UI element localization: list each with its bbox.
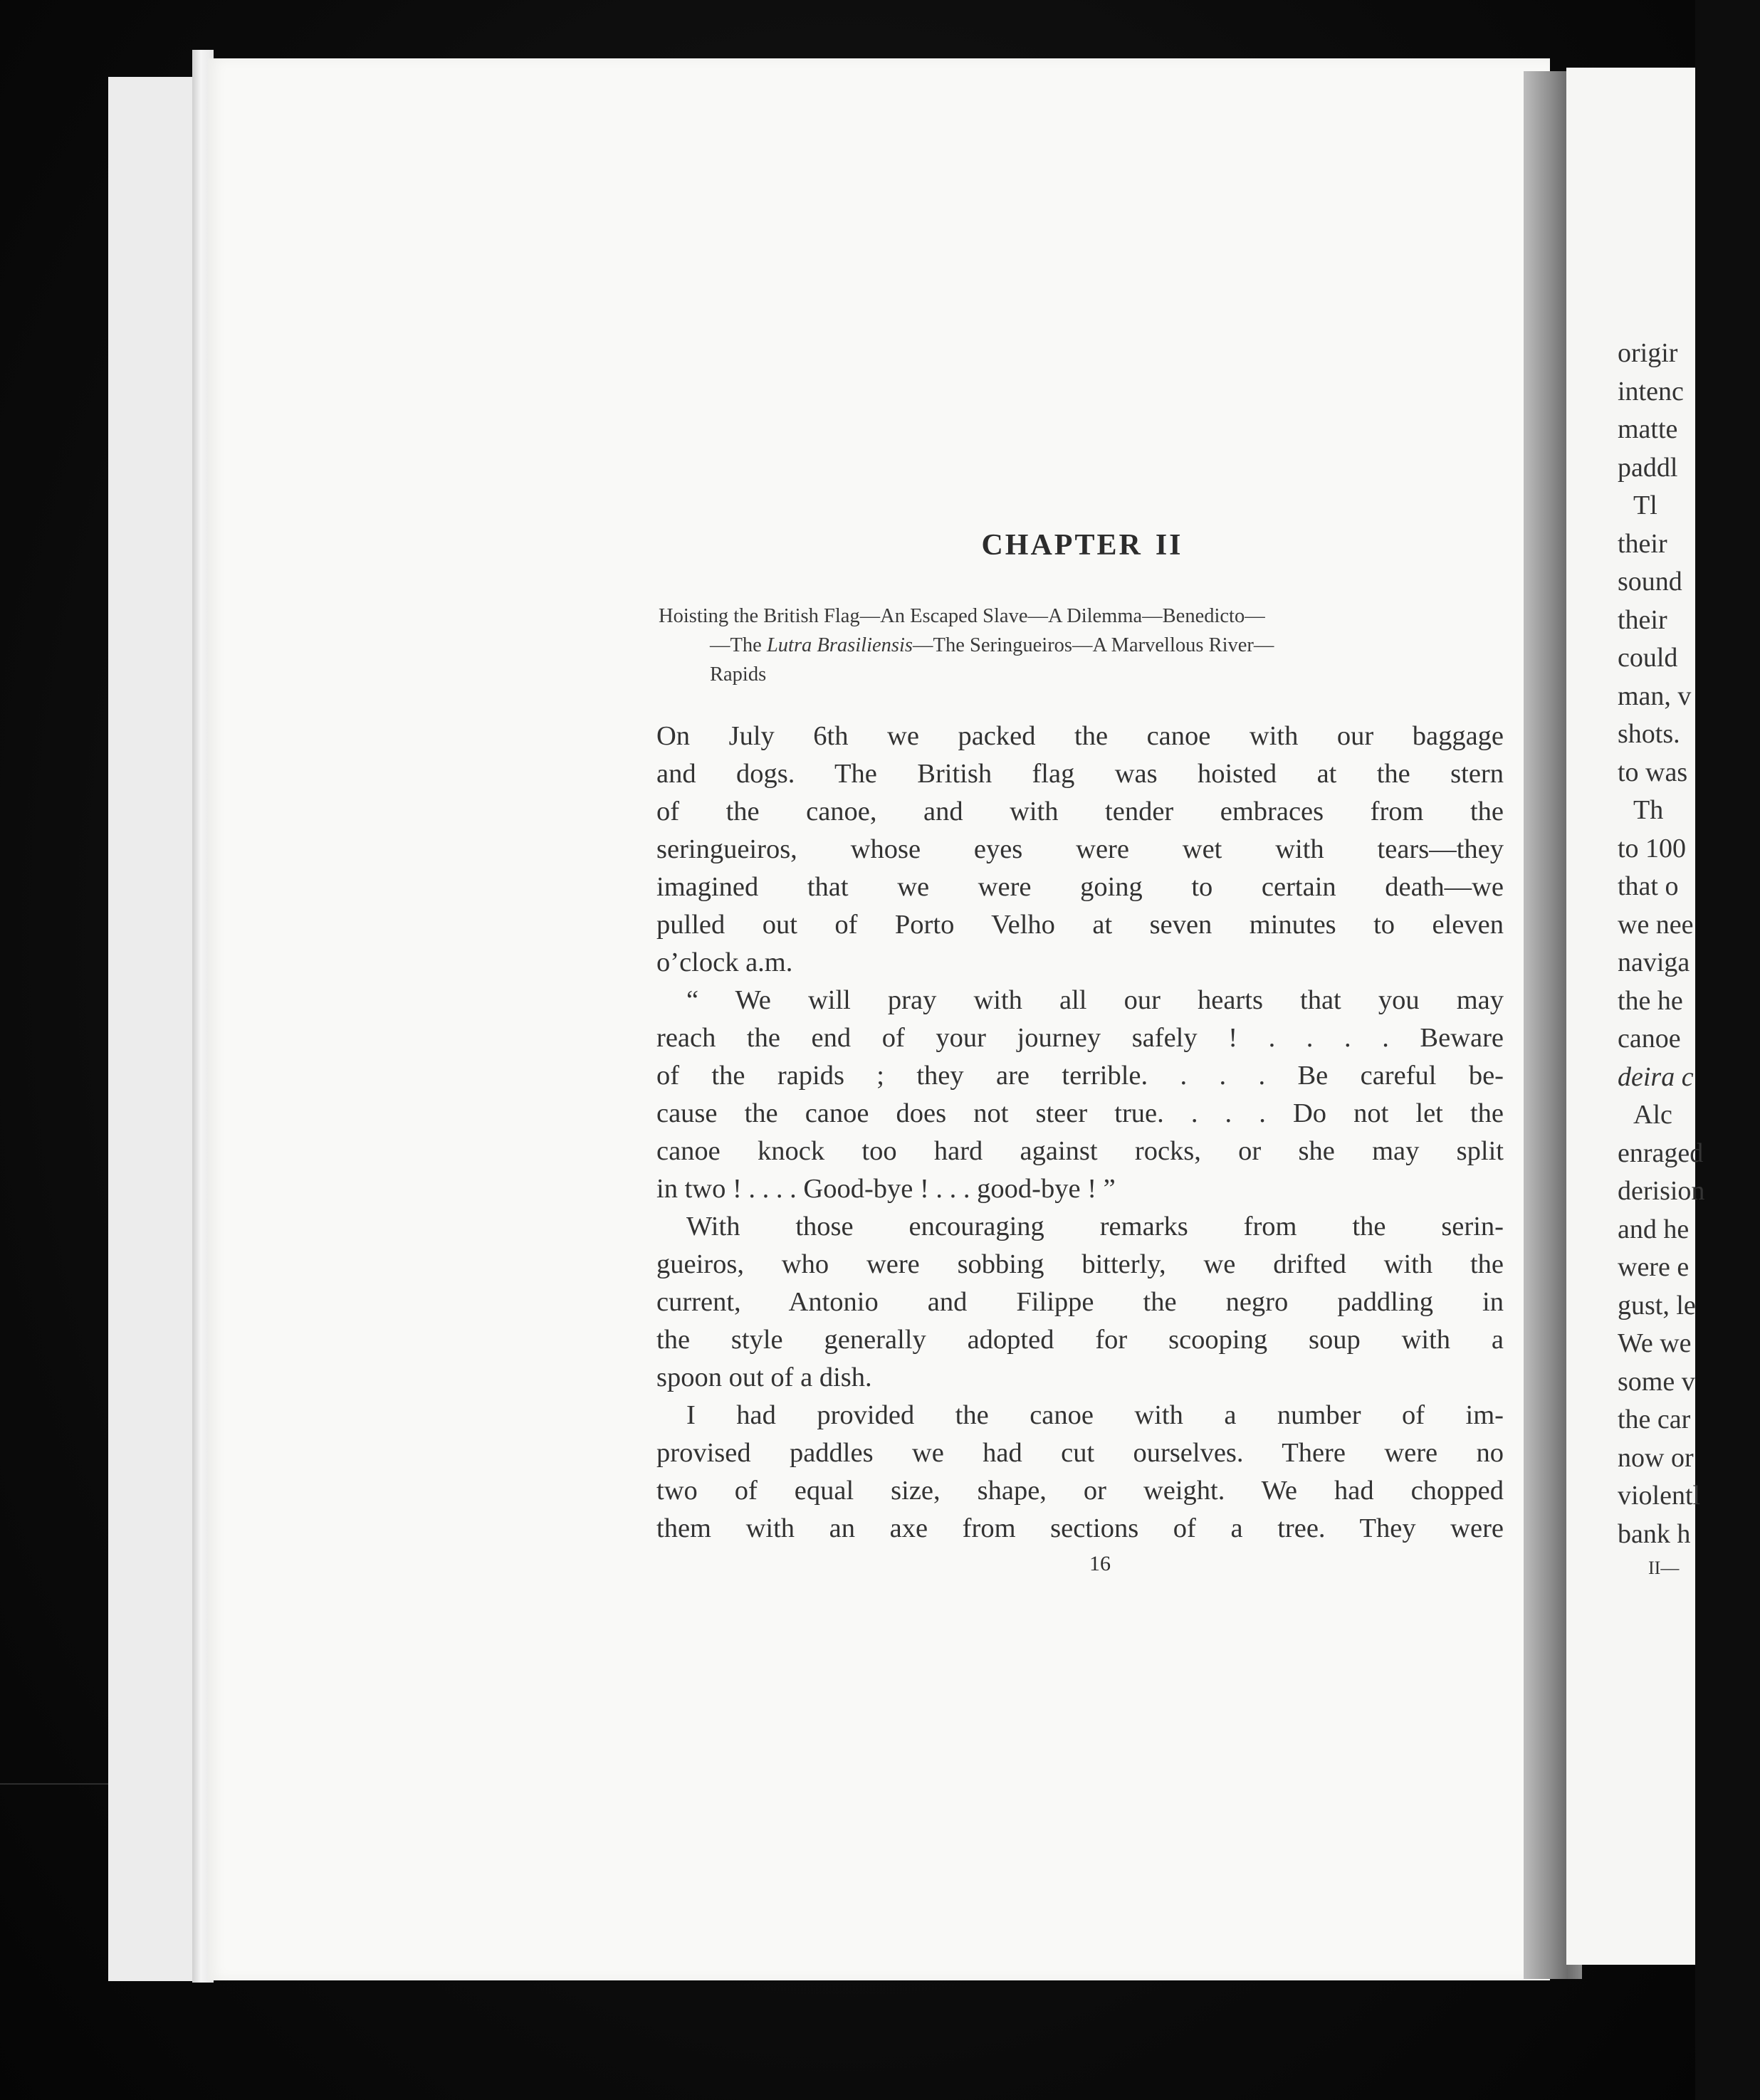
body-line: seringueiros, whose eyes were wet with tears—they xyxy=(656,834,1504,864)
facing-line: to was xyxy=(1618,757,1688,787)
body-line: reach the end of your journey safely ! . . . . Beware xyxy=(656,1023,1504,1053)
synopsis-line: Rapids xyxy=(710,663,767,686)
underlying-page-edge xyxy=(108,77,201,1981)
facing-line: their xyxy=(1618,528,1667,559)
chapter-body-text xyxy=(656,718,1504,1548)
chapter-number: II xyxy=(1155,529,1183,562)
facing-line: were e xyxy=(1618,1252,1690,1282)
body-line: of the rapids ; they are terrible. . . . Be careful be- xyxy=(656,1061,1504,1091)
body-line: imagined that we were going to certain death—we xyxy=(656,872,1504,902)
body-line: and dogs. The British flag was hoisted at the stern xyxy=(656,759,1504,789)
facing-line: man, v xyxy=(1618,681,1692,711)
body-line: the style generally adopted for scooping soup with a xyxy=(656,1325,1504,1355)
facing-line: now or xyxy=(1618,1442,1694,1473)
body-line: canoe knock too hard against rocks, or she may split xyxy=(656,1136,1504,1166)
body-line: On July 6th we packed the canoe with our baggage xyxy=(656,721,1504,751)
body-line: “ We will pray with all our hearts that you may xyxy=(686,985,1504,1015)
facing-line: canoe xyxy=(1618,1024,1681,1054)
facing-line: we nee xyxy=(1618,909,1694,940)
facing-line: matte xyxy=(1618,414,1678,444)
chapter-label: CHAPTER xyxy=(981,529,1143,562)
body-line: in two ! . . . . Good-bye ! . . . good-bye ! ” xyxy=(656,1174,1116,1204)
facing-line: naviga xyxy=(1618,947,1690,977)
body-line: them with an axe from sections of a tree. They were xyxy=(656,1513,1504,1543)
facing-line: the car xyxy=(1618,1405,1691,1434)
facing-line: Th xyxy=(1633,795,1664,825)
body-line: spoon out of a dish. xyxy=(656,1363,872,1392)
facing-line: deira c xyxy=(1618,1061,1694,1092)
chapter-heading xyxy=(655,528,1509,562)
body-line: pulled out of Porto Velho at seven minutes to eleven xyxy=(656,910,1504,940)
body-line: two of equal size, shape, or weight. We had chopped xyxy=(656,1476,1504,1506)
body-line: cause the canoe does not steer true. . . . Do not let the xyxy=(656,1098,1504,1128)
facing-line: shots. xyxy=(1618,719,1680,749)
body-line: gueiros, who were sobbing bitterly, we drifted with the xyxy=(656,1249,1504,1279)
body-line: o’clock a.m. xyxy=(656,947,793,977)
facing-line: that o xyxy=(1618,871,1679,901)
facing-page-footer: II— xyxy=(1648,1558,1680,1578)
facing-line: gust, le xyxy=(1618,1290,1696,1321)
facing-line: to 100 xyxy=(1618,833,1687,863)
body-line: I had provided the canoe with a number of im- xyxy=(686,1400,1504,1430)
facing-line: We we xyxy=(1618,1328,1692,1358)
facing-line: could xyxy=(1618,643,1678,673)
species-name: Lutra Brasiliensis xyxy=(766,634,913,656)
facing-line: and he xyxy=(1618,1214,1690,1244)
synopsis-line: Hoisting the British Flag—An Escaped Slave—A Dilemma—Benedicto— xyxy=(659,605,1265,627)
facing-line: some v xyxy=(1618,1366,1695,1397)
facing-page-text xyxy=(1618,335,1760,1553)
body-line: current, Antonio and Filippe the negro paddling in xyxy=(656,1287,1504,1317)
facing-line: their xyxy=(1618,604,1667,635)
chapter-synopsis xyxy=(659,602,1509,689)
page-number: 16 xyxy=(1089,1552,1111,1575)
facing-line: enraged xyxy=(1618,1138,1704,1168)
body-line: of the canoe, and with tender embraces from the xyxy=(656,797,1504,826)
facing-line: derision xyxy=(1618,1176,1705,1206)
facing-line: bank h xyxy=(1618,1518,1691,1549)
facing-line: Tl xyxy=(1633,490,1657,520)
facing-line: intenc xyxy=(1618,376,1684,406)
facing-line: Alc xyxy=(1633,1100,1672,1130)
facing-line: origir xyxy=(1618,338,1678,368)
body-line: provised paddles we had cut ourselves. There were no xyxy=(656,1438,1504,1468)
facing-line: sound xyxy=(1618,567,1682,597)
body-line: With those encouraging remarks from the serin- xyxy=(686,1212,1504,1241)
synopsis-line: —The Lutra Brasiliensis—The Seringueiros—A Marvellous River— xyxy=(710,634,1274,656)
facing-line: violentl xyxy=(1618,1481,1701,1511)
facing-line: paddl xyxy=(1618,452,1678,483)
facing-line: the he xyxy=(1618,985,1683,1016)
